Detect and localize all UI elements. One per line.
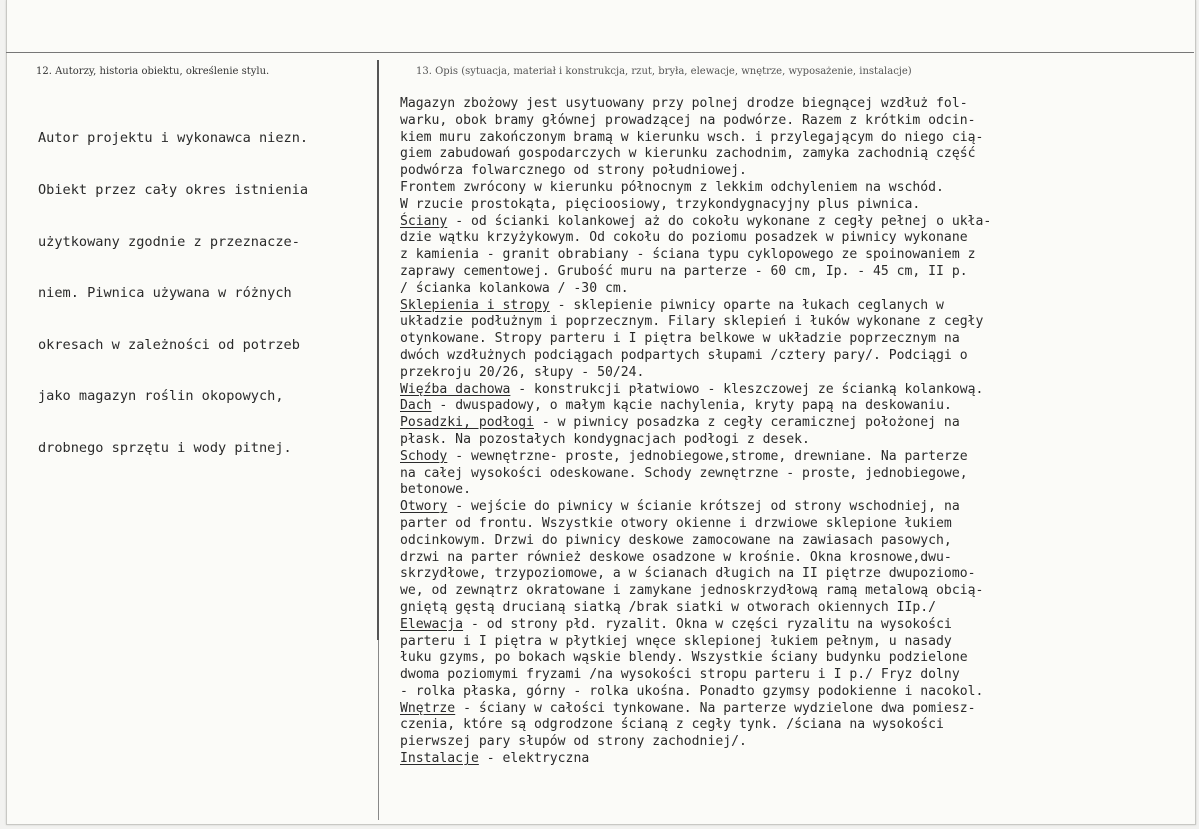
line-text: dwóch wzdłużnych podciągach podpartych słupami /cztery pary/. Podciągi o <box>400 347 968 363</box>
line-text: Frontem zwrócony w kierunku północnym z lekkim odchyleniem na wschód. <box>400 179 944 195</box>
description-line <box>400 365 1160 382</box>
description-line <box>400 499 1160 516</box>
line-text: - konstrukcji płatwiowo - kleszczowej ze ścianką kolankową. <box>510 381 984 397</box>
line-text: giem zabudowań gospodarczych w kierunku zachodnim, zamyka zachodnią część <box>400 146 976 162</box>
line-text: łuku gzyms, po bokach wąskie blendy. Wszystkie ściany budynku podzielone <box>400 650 968 666</box>
description-line <box>400 600 1160 617</box>
section-keyword: Ściany <box>400 213 448 229</box>
line-text: - wejście do piwnicy w ścianie krótszej od strony wschodniej, na <box>447 499 960 515</box>
line-text: dzie wątku krzyżykowym. Od cokołu do poziomu posadzek w piwnicy wykonane <box>400 230 968 246</box>
description-line <box>400 717 1160 734</box>
line-text: podwórza folwarcznego od strony południowej. <box>400 163 747 179</box>
left-line: Obiekt przez cały okres istnienia <box>38 182 309 199</box>
line-text: na całej wysokości odeskowane. Schody zewnętrzne - proste, jednobiegowe, <box>400 465 968 481</box>
description-line <box>400 650 1160 667</box>
description-line <box>400 214 1160 231</box>
description-line <box>400 247 1160 264</box>
description-line <box>400 734 1160 751</box>
description-line <box>400 751 1160 768</box>
description-line <box>400 516 1160 533</box>
line-text: - elektryczna <box>478 751 590 767</box>
description-line <box>400 701 1160 718</box>
line-text: kiem muru zakończonym bramą w kierunku wsch. i przylegającym do niego cią- <box>400 129 984 145</box>
line-text: - od strony płd. ryzalit. Okna w części ryzalitu na wysokości <box>463 616 952 632</box>
description-line <box>400 113 1160 130</box>
line-text: gniętą gęstą drucianą siatką /brak siatki w otworach okiennych IIp./ <box>400 599 937 615</box>
left-line: użytkowany zgodnie z przeznacze- <box>38 233 300 250</box>
left-line: drobnego sprzętu i wody pitnej. <box>38 440 292 457</box>
description-line <box>400 533 1160 550</box>
description-line <box>400 230 1160 247</box>
authors-history-text <box>38 96 373 474</box>
line-text: skrzydłowe, trzypoziomowe, a w ścianach długich na II piętrze dwupoziomo- <box>400 566 976 582</box>
description-line <box>400 449 1160 466</box>
section-keyword: Posadzki, podłogi <box>400 415 535 431</box>
left-line: Autor projektu i wykonawca niezn. <box>38 130 309 147</box>
line-text: otynkowane. Stropy parteru i I piętra belkowe w układzie poprzecznym na <box>400 331 960 347</box>
line-text: / ścianka kolankowa / -30 cm. <box>400 280 629 296</box>
line-text: płask. Na pozostałych kondygnacjach podłogi z desek. <box>400 431 810 447</box>
column-divider-lower <box>378 640 379 820</box>
line-text: dwoma poziomymi fryzami /na wysokości stropu parteru i I p./ Fryz dolny <box>400 667 960 683</box>
section-keyword: Otwory <box>400 499 448 515</box>
column-divider <box>377 60 379 640</box>
line-text: we, od zewnątrz okratowane i zamykane jednoskrzydłową ramą metalową obcią- <box>400 583 984 599</box>
line-text: drzwi na parter również deskowe osadzone w krośnie. Okna krosnowe,dwu- <box>400 549 952 565</box>
line-text: - rolka płaska, górny - rolka ukośna. Ponadto gzymsy podokienne i nacokol. <box>400 683 984 699</box>
line-text: czenia, które są odgrodzone ścianą z cegły tynk. /ściana na wysokości <box>400 717 944 733</box>
description-line <box>400 130 1160 147</box>
description-line <box>400 163 1160 180</box>
line-text: Magazyn zbożowy jest usytuowany przy polnej drodze biegnącej wzdłuż fol- <box>400 96 968 111</box>
line-text: parteru i I piętra w płytkiej wnęce sklepionej łukiem pełnym, u nasady <box>400 633 952 649</box>
section-keyword: Sklepienia i stropy <box>400 297 550 313</box>
description-line <box>400 667 1160 684</box>
description-line <box>400 550 1160 567</box>
description-line <box>400 583 1160 600</box>
description-line <box>400 382 1160 399</box>
line-text: - ściany w całości tynkowane. Na parterze wydzielone dwa pomiesz- <box>455 700 976 716</box>
section-12-heading: 12. Autorzy, historia obiektu, określenie stylu. <box>36 66 270 77</box>
line-text: pierwszej pary słupów od strony zachodniej/. <box>400 734 747 750</box>
header-rule <box>6 52 1194 53</box>
line-text: W rzucie prostokąta, pięcioosiowy, trzykondygnacyjny plus piwnica. <box>400 196 921 212</box>
description-line <box>400 398 1160 415</box>
line-text: odcinkowym. Drzwi do piwnicy deskowe zamocowane na zawiasach pasowych, <box>400 532 952 548</box>
line-text: betonowe. <box>400 482 471 498</box>
line-text: przekroju 20/26, słupy - 50/24. <box>400 364 645 380</box>
line-text: - dwuspadowy, o małym kącie nachylenia, kryty papą na deskowaniu. <box>431 398 952 414</box>
description-text <box>400 96 1160 768</box>
left-line: jako magazyn roślin okopowych, <box>38 388 284 405</box>
line-text: - w piwnicy posadzka z cegły ceramicznej położonej na <box>534 415 960 431</box>
description-line <box>400 684 1160 701</box>
section-keyword: Dach <box>400 398 432 414</box>
section-13-heading: 13. Opis (sytuacja, materiał i konstrukcja, rzut, bryła, elewacje, wnętrze, wyposażenie, instalacje) <box>416 66 912 77</box>
description-line <box>400 96 1160 113</box>
line-text: z kamienia - granit obrabiany - ściana typu cyklopowego ze spoinowaniem z <box>400 247 976 263</box>
description-line <box>400 264 1160 281</box>
description-line <box>400 298 1160 315</box>
description-line <box>400 466 1160 483</box>
line-text: - sklepienie piwnicy oparte na łukach ceglanych w <box>549 297 944 313</box>
left-line: niem. Piwnica używana w różnych <box>38 285 292 302</box>
section-keyword: Instalacje <box>400 751 479 767</box>
description-line <box>400 146 1160 163</box>
description-line <box>400 432 1160 449</box>
line-text: zaprawy cementowej. Grubość muru na parterze - 60 cm, Ip. - 45 cm, II p. <box>400 263 968 279</box>
description-line <box>400 180 1160 197</box>
left-line: okresach w zależności od potrzeb <box>38 336 300 353</box>
section-keyword: Schody <box>400 448 448 464</box>
section-keyword: Wnętrze <box>400 700 456 716</box>
description-line <box>400 314 1160 331</box>
line-text: układzie podłużnym i poprzecznym. Filary sklepień i łuków wykonane z cegły <box>400 314 984 330</box>
line-text: parter od frontu. Wszystkie otwory okienne i drzwiowe sklepione łukiem <box>400 515 952 531</box>
section-keyword: Więźba dachowa <box>400 381 511 397</box>
line-text: warku, obok bramy głównej prowadzącej na podwórze. Razem z krótkim odcin- <box>400 112 976 128</box>
description-line <box>400 566 1160 583</box>
section-keyword: Elewacja <box>400 616 464 632</box>
description-line <box>400 482 1160 499</box>
description-line <box>400 197 1160 214</box>
line-text: - od ścianki kolankowej aż do cokołu wykonane z cegły pełnej o ukła- <box>447 213 992 229</box>
description-line <box>400 617 1160 634</box>
description-line <box>400 331 1160 348</box>
description-line <box>400 281 1160 298</box>
line-text: - wewnętrzne- proste, jednobiegowe,strome, drewniane. Na parterze <box>447 448 968 464</box>
description-line <box>400 348 1160 365</box>
description-line <box>400 634 1160 651</box>
description-line <box>400 415 1160 432</box>
